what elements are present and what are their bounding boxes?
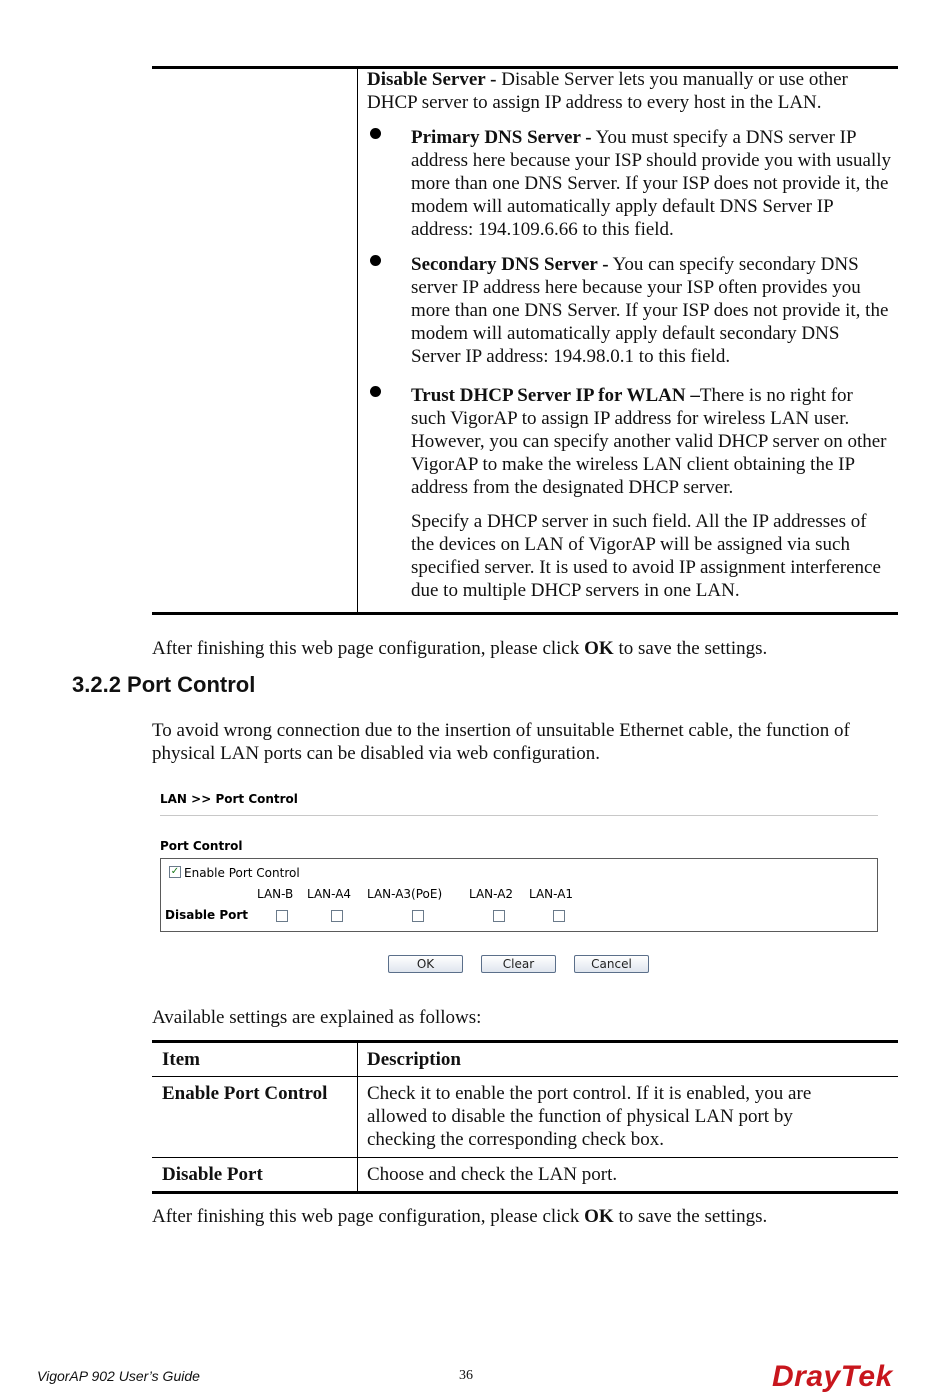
enable-port-control-checkbox[interactable]: ✓	[170, 866, 180, 877]
disable-port-lan-a1-checkbox[interactable]	[553, 910, 565, 922]
bullet-icon	[370, 386, 381, 397]
port-label-lan-b: LAN-B	[257, 887, 294, 901]
disable-port-lan-a3-checkbox[interactable]	[412, 910, 424, 922]
bullet-icon	[370, 255, 381, 266]
disable-port-lan-b-checkbox[interactable]	[276, 910, 288, 922]
ok-button[interactable]: OK	[388, 955, 463, 973]
port-label-lan-a2: LAN-A2	[469, 887, 514, 901]
clear-button[interactable]: Clear	[481, 955, 556, 973]
enable-port-control-label: Enable Port Control	[184, 866, 300, 880]
section-intro: To avoid wrong connection due to the insertion of unsuitable Ethernet cable, the function of physical LAN ports can be disabled via web configuration.	[152, 720, 850, 764]
breadcrumb-divider	[160, 815, 878, 816]
disable-port-lan-a2-checkbox[interactable]	[493, 910, 505, 922]
after-finishing-text-2: After finishing this web page configuration, please click OK to save the settings.	[152, 1206, 768, 1227]
row-item-enable-port-control: Enable Port Control	[162, 1083, 328, 1104]
table-column-divider	[357, 68, 358, 614]
disable-port-label: Disable Port	[165, 908, 249, 922]
disable-port-lan-a4-checkbox[interactable]	[331, 910, 343, 922]
row-description-disable-port: Choose and check the LAN port.	[367, 1164, 618, 1185]
settings-table-row-rule	[152, 1157, 898, 1158]
row-description-enable-port-control: Check it to enable the port control. If it is enabled, you are allowed to disable the function of physical LAN port by checking the corresponding check box.	[367, 1083, 812, 1150]
settings-table-top-rule	[152, 1040, 898, 1043]
draytek-logo: DrayTek	[772, 1360, 893, 1393]
row-item-disable-port: Disable Port	[162, 1164, 263, 1185]
bullet-icon	[370, 128, 381, 139]
after-finishing-text: After finishing this web page configuration, please click OK to save the settings.	[152, 638, 768, 659]
footer-page-number: 36	[459, 1368, 473, 1383]
settings-table-header-rule	[152, 1076, 898, 1077]
disable-server-description: Disable Server - Disable Server lets you manually or use other DHCP server to assign IP address to every host in the LAN.	[367, 69, 848, 113]
dhcp-server-paragraph: Specify a DHCP server in such field. All the IP addresses of the devices on LAN of VigorAP will be assigned via such specified server. It is used to avoid IP assignment interference due to multiple DHCP servers in one LAN.	[411, 511, 881, 601]
port-control-title: Port Control	[160, 839, 243, 853]
header-description: Description	[367, 1049, 461, 1070]
breadcrumb: LAN >> Port Control	[160, 792, 298, 806]
port-label-lan-a4: LAN-A4	[307, 887, 352, 901]
settings-table-column-divider	[357, 1042, 358, 1192]
footer-guide-title: VigorAP 902 User’s Guide	[37, 1368, 200, 1384]
cancel-button[interactable]: Cancel	[574, 955, 649, 973]
settings-table-bottom-rule	[152, 1191, 898, 1194]
section-heading: 3.2.2 Port Control	[72, 672, 256, 697]
port-label-lan-a3-poe: LAN-A3(PoE)	[367, 887, 443, 901]
port-label-lan-a1: LAN-A1	[529, 887, 574, 901]
trust-dhcp-description: Trust DHCP Server IP for WLAN –There is no right for such VigorAP to assign IP address for wireless LAN user. However, you can specify another valid DHCP server on other VigorAP to make the wireless LAN client obtaining the IP address from the designated DHCP server.	[411, 385, 887, 498]
header-item: Item	[162, 1049, 200, 1070]
secondary-dns-description: Secondary DNS Server - You can specify secondary DNS server IP address here because your ISP often provides you more than one DNS Server. If your ISP does not provide it, the modem will automatically apply default secondary DNS Server IP address: 194.98.0.1 to this field.	[411, 254, 889, 367]
available-settings-text: Available settings are explained as follows:	[152, 1007, 482, 1028]
primary-dns-description: Primary DNS Server - You must specify a DNS server IP address here because your ISP should provide you with usually more than one DNS Server. If your ISP does not provide it, the modem will automatically apply default DNS Server IP address: 194.109.6.66 to this field.	[411, 127, 892, 240]
table-bottom-rule	[152, 612, 898, 615]
